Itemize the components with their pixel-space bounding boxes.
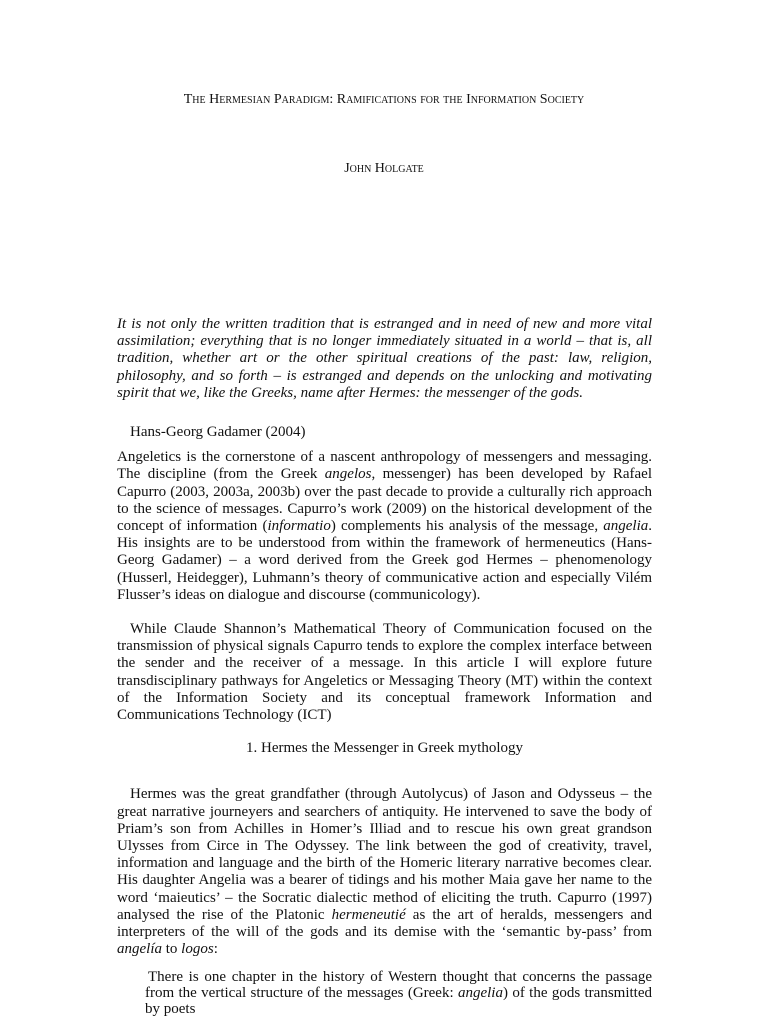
- epigraph-quote: It is not only the written tradition that is estranged and in need of new and more vital assimilation; everything that is no longer immediately situated in a world – that is, all tradition, whether art or the other spiritual creations of the past: law, religion, philosophy, and so forth – is estranged and depends on the unlocking and motivating spirit that we, like the Greeks, name after Hermes: the messenger of the gods.: [117, 316, 652, 401]
- text: ) of the gods transmitted by poets: [145, 984, 653, 1017]
- italic-term: angelos: [324, 466, 372, 483]
- text: Angeletics is the cornerstone of a nascent anthropology of messengers and messaging. The discipline (from the Greek: [117, 449, 652, 483]
- italic-term: logos: [181, 941, 214, 958]
- block-quote: [145, 969, 652, 1017]
- document-body: [117, 316, 652, 1017]
- text: :: [213, 941, 218, 958]
- epigraph-attribution: Hans-Georg Gadamer (2004): [130, 424, 306, 441]
- paragraph-shannon: While Claude Shannon’s Mathematical Theory of Communication focused on the transmission of physical signals Capurro tends to explore the complex interface between the sender and the receiver of a message. In this article I will explore future transdisciplinary pathways for Angeletics or Messaging Theory (MT) within the context of the Information Society and its conceptual framework Information and Communications Technology (ICT): [117, 621, 652, 724]
- italic-term: angelia: [457, 984, 503, 1001]
- text: as the art of heralds, messengers and interpreters of the will of the gods and its demise with the ‘semantic by-pass’ from: [117, 906, 652, 941]
- text: . His insights are to be understood from within the framework of hermeneutics (Hans-Georg Gadamer) – a word derived from the Greek god Hermes – phenomenology (Husserl, Heidegger), Luhmann’s theory of communicative action and especially Vilém Flusser’s ideas on dialogue and discourse (communicology).: [117, 518, 652, 603]
- text: There is one chapter in the history of Western thought that concerns the passage from the vertical structure of the messages (Greek:: [145, 968, 652, 1001]
- paragraph-hermes: [117, 786, 652, 958]
- author-name: John Holgate: [344, 161, 424, 176]
- text: Hermes was the great grandfather (through Autolycus) of Jason and Odysseus – the great narrative journeyers and searchers of antiquity. He intervened to save the body of Priam’s son from Achilles in Homer’s Illiad and to rescue his own great grandson Ulysses from Circe in The Odyssey. The link between the god of creativity, travel, information and language and the birth of the Homeric literary narrative becomes clear. His daughter Angelia was a bearer of tidings and his mother Maia gave her name to the word ‘maieutics’ – the Socratic dialectic method of eliciting the truth. Capurro (1997) analysed the rise of the Platonic: [117, 786, 652, 923]
- italic-term: angelía: [117, 941, 162, 958]
- paragraph-angeletics: [117, 449, 652, 604]
- document-title: The Hermesian Paradigm: Ramifications for the Information Society: [183, 92, 585, 107]
- text: ) complements his analysis of the message,: [330, 518, 604, 535]
- section-heading: 1. Hermes the Messenger in Greek mythology: [245, 740, 524, 757]
- text: , messenger) has been developed by Rafael Capurro (2003, 2003a, 2003b) over the past decade to provide a culturally rich approach to the science of messages. Capurro’s work (2009) on the historical development of the concept of information (: [117, 466, 653, 535]
- italic-term: hermeneutié: [331, 906, 406, 923]
- italic-term: informatio: [267, 518, 331, 535]
- text: to: [162, 941, 182, 958]
- italic-term: angelia: [603, 518, 649, 535]
